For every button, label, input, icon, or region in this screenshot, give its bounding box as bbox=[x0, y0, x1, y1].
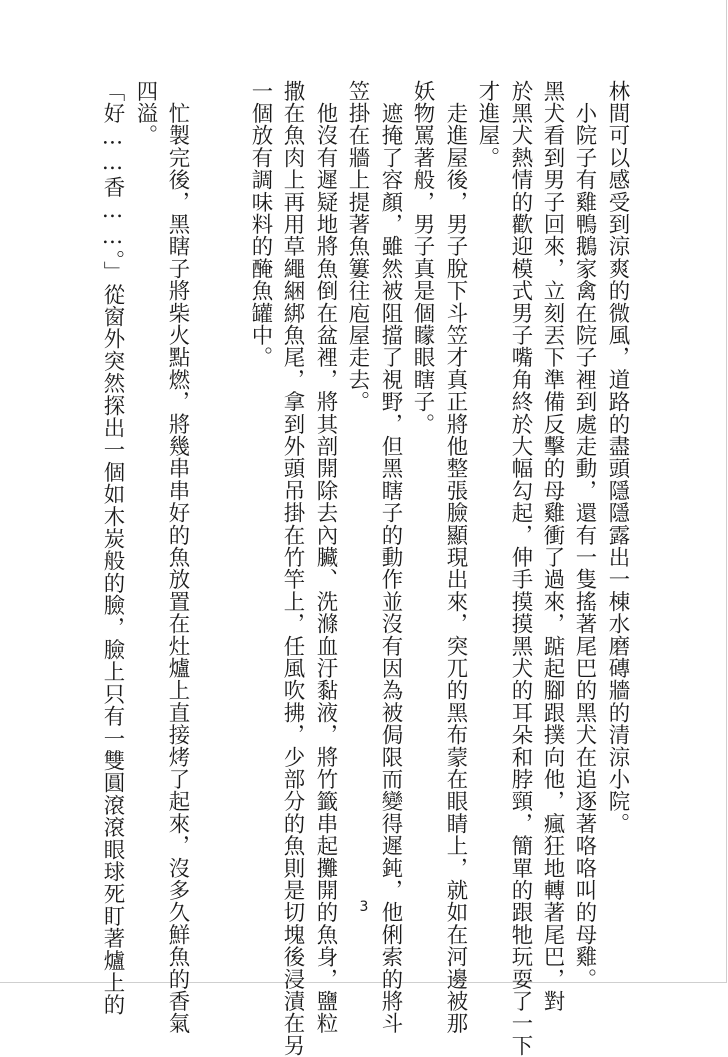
text-column: 小院子有雞鴨鵝家禽在院子裡到處走動，還有一隻搖著尾巴的黑犬在追逐著咯咯叫的母雞。 bbox=[572, 80, 597, 991]
text-column: 撒在魚肉上再用草繩綑綁魚尾，拿到外頭吊掛在竹竿上，任風吹拂，少部分的魚則是切塊後浸漬在另 bbox=[280, 80, 305, 1057]
text-column: 遮掩了容顏，雖然被阻擋了視野，但黑瞎子的動作並沒有因為被侷限而變得遲鈍，他俐索的將斗 bbox=[378, 80, 403, 1035]
text-column: 笠掛在牆上提著魚簍往庖屋走去。 bbox=[345, 80, 370, 413]
text-column: 於黑犬熱情的歡迎模式男子嘴角終於大幅勾起，伸手摸摸黑犬的耳朵和脖頸，簡單的跟牠玩耍了一下 bbox=[508, 80, 533, 1057]
text-column: 忙製完後，黑瞎子將柴火點燃，將幾串串好的魚放置在灶爐上直接烤了起來，沒多久鮮魚的香氣 bbox=[165, 80, 190, 1035]
text-column: 他沒有遲疑地將魚倒在盆裡，將其剖開除去內臟、洗滌血汙黏液，將竹籤串起攤開的魚身，鹽粒 bbox=[313, 80, 338, 1035]
text-column: 林間可以感受到涼爽的微風，道路的盡頭隱隱露出一棟水磨磚牆的清涼小院。 bbox=[605, 80, 630, 835]
text-column: 四溢。 bbox=[133, 80, 158, 147]
text-column: 「好……香……。」從窗外突然探出一個如木炭般的臉，臉上只有一雙圓滾滾眼球死盯著爐上的 bbox=[100, 80, 125, 1017]
text-column: 才進屋。 bbox=[475, 80, 500, 169]
page-number: 3 bbox=[359, 899, 369, 915]
text-column: 妖物罵著般，男子真是個矇眼瞎子。 bbox=[410, 80, 435, 436]
text-column: 黑犬看到男子回來，立刻丟下準備反擊的母雞衝了過來，踮起腳跟撲向他，瘋狂地轉著尾巴，對 bbox=[540, 80, 565, 1013]
text-column: 一個放有調味料的醃魚罐中。 bbox=[248, 80, 273, 369]
text-column: 走進屋後，男子脫下斗笠才真正將他整張臉顯現出來，突兀的黑布蒙在眼睛上，就如在河邊被那 bbox=[443, 80, 468, 1035]
